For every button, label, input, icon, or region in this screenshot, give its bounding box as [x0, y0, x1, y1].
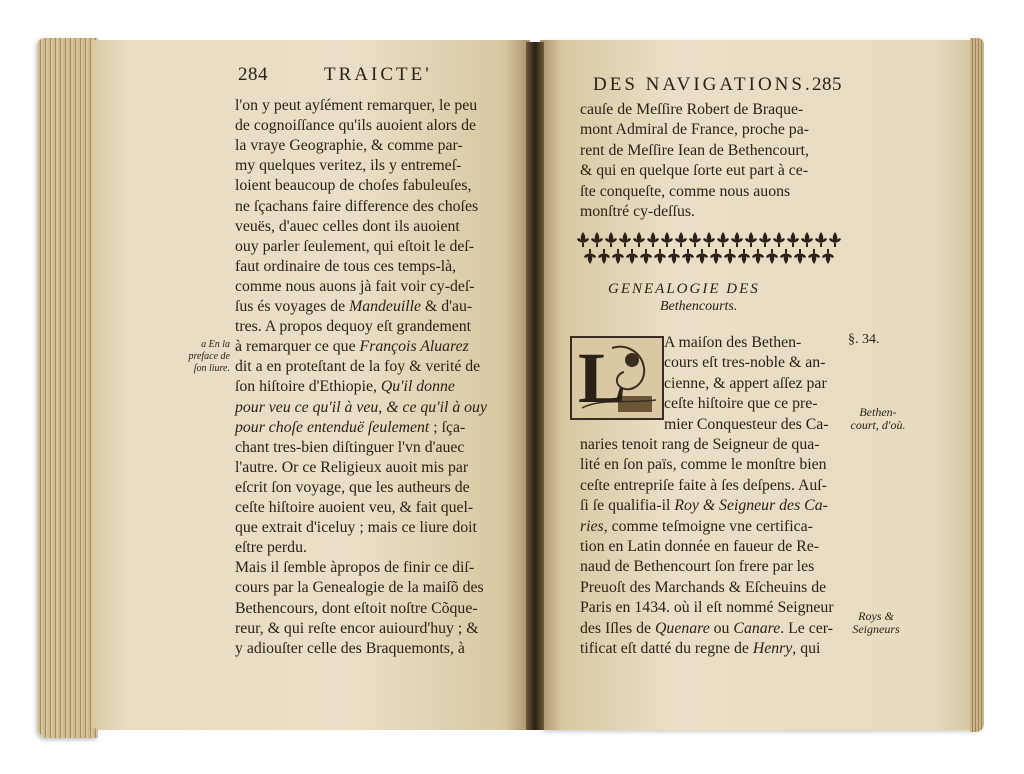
initial-letter: L — [578, 338, 627, 418]
left-running-title: TRAICTE' — [324, 64, 432, 85]
margin-note-line: preface de — [188, 351, 230, 362]
text-line — [235, 316, 471, 337]
text-run: chant tres-bien diſtinguer l'vn d'auec — [235, 438, 465, 456]
text-run: faut ordinaire de tous ces temps-là, — [235, 257, 457, 275]
text-line — [235, 155, 461, 176]
text-line — [235, 598, 478, 619]
text-line — [580, 536, 819, 557]
text-run: ou — [709, 619, 734, 637]
text-line — [664, 393, 818, 414]
text-run: comme nous auons jà fait voir cy-deſ- — [235, 277, 475, 295]
text-line — [580, 99, 803, 120]
text-run: ſi ſe qualifia-il — [580, 497, 675, 515]
text-line — [235, 95, 477, 116]
text-line — [235, 417, 465, 438]
margin-note — [168, 339, 230, 375]
text-line — [580, 577, 826, 598]
text-run: tres. A propos dequoy eſt grandement — [235, 318, 472, 336]
text-line — [235, 457, 468, 478]
text-run: mier Conquesteur des Ca- — [664, 415, 829, 433]
text-line — [235, 517, 477, 538]
side-note-line: court, d'où. — [850, 418, 906, 432]
text-line — [235, 376, 455, 397]
text-run: ſte conqueſte, comme nous auons — [580, 182, 791, 200]
text-run: eſtre perdu. — [235, 539, 307, 557]
text-run: naud de Bethencourt ſon frere par les — [580, 558, 815, 576]
text-run: ceſte entrepriſe faite à ſes deſpens. Auſ- — [580, 476, 827, 494]
text-run: la vraye Geographie, & comme par- — [235, 137, 463, 155]
text-run: de cognoiſſance qu'ils auoient alors de — [235, 117, 477, 135]
text-run: veuës, d'auec celles dont ils auoient — [235, 217, 460, 235]
book-gutter — [526, 42, 544, 730]
text-line — [580, 597, 834, 618]
text-line — [235, 557, 474, 578]
italic-run: Quenare — [655, 619, 710, 637]
side-note-line: Roys & — [858, 609, 894, 623]
text-run: , qui — [792, 640, 821, 657]
italic-run: Roy & Seigneur des Ca- — [674, 497, 828, 515]
text-line — [235, 437, 464, 458]
text-line — [664, 373, 827, 394]
side-note-line: Seigneurs — [852, 622, 900, 636]
text-line — [235, 477, 470, 498]
text-line — [235, 196, 478, 217]
text-run: , comme teſmoigne vne certifica- — [603, 517, 813, 535]
text-run: Mais il ſemble àpropos de finir ce diſ- — [235, 559, 475, 577]
text-run: & qui en quelque ſorte eut part à ce- — [580, 162, 809, 180]
text-line — [235, 276, 475, 297]
text-line — [580, 556, 814, 577]
text-line — [235, 135, 463, 156]
text-line — [235, 356, 480, 377]
text-run: cours par la Genealogie de la maiſõ des — [235, 579, 484, 597]
text-run: reur, & qui reſte encor auiourd'huy ; & — [235, 619, 479, 637]
text-line — [235, 115, 476, 136]
text-line — [580, 140, 809, 161]
right-running-title: DES NAVIGATIONS. — [593, 74, 813, 95]
text-run: l'on y peut ayſément remarquer, le peu — [235, 97, 478, 114]
text-run: lité en ſon païs, comme le monſtre bien — [580, 456, 827, 474]
text-run: Bethencours, dont eſtoit noſtre Cõque- — [235, 599, 478, 617]
italic-run: Henry — [752, 640, 793, 657]
text-run: ſon hiſtoire d'Ethiopie, — [235, 378, 381, 396]
text-line — [580, 119, 809, 140]
text-line — [664, 352, 825, 373]
text-run: rent de Meſſire Iean de Bethencourt, — [580, 141, 809, 159]
text-run: Preuoſt des Marchands & Eſcheuins de — [580, 578, 827, 596]
text-run: cienne, & appert aſſez par — [664, 374, 827, 392]
side-note-line: Bethen- — [859, 405, 897, 419]
text-line — [235, 537, 307, 558]
italic-run: ries — [580, 517, 604, 535]
text-run: Paris en 1434. où il eſt nommé Seigneur — [580, 599, 834, 617]
text-line — [235, 618, 478, 639]
left-page-number: 284 — [238, 64, 268, 85]
margin-note-line: a En la — [201, 339, 230, 350]
section-subtitle: Bethencourts. — [660, 299, 738, 314]
text-line — [580, 638, 820, 659]
text-line — [580, 454, 827, 475]
text-run: my quelques veritez, ils y entremeſ- — [235, 157, 462, 175]
italic-run: François Aluarez — [359, 338, 469, 356]
text-line — [580, 495, 828, 516]
text-run: que extrait d'iceluy ; mais ce liure doit — [235, 519, 477, 537]
decorated-initial — [570, 336, 664, 420]
text-line — [580, 434, 820, 455]
text-run: mont Admiral de France, proche pa- — [580, 121, 809, 139]
fleuron-ornament — [576, 228, 842, 268]
text-run: à remarquer ce que — [235, 338, 360, 356]
text-line — [235, 497, 473, 518]
text-run: ceſte hiſtoire auoient veu, & fait quel- — [235, 499, 474, 516]
italic-run: pour choſe entenduë ſeulement — [235, 418, 430, 436]
text-line — [235, 216, 460, 237]
text-run: ceſte hiſtoire que ce pre- — [664, 395, 818, 413]
ornament-row-bottom — [584, 249, 834, 264]
text-line — [235, 236, 474, 257]
text-run: y adiouſter celle des Braquemonts, à — [235, 639, 465, 657]
margin-note-line: ſon liure. — [193, 363, 230, 374]
ornament-row-top — [577, 232, 841, 247]
italic-run: Mandeuille — [349, 298, 422, 315]
text-run: ; ſça- — [429, 418, 466, 436]
text-line — [580, 181, 790, 202]
text-run: naries tenoit rang de Seigneur de qua- — [580, 436, 820, 453]
text-line — [580, 475, 827, 496]
text-run: des Iſles de — [580, 619, 656, 637]
text-line — [235, 175, 471, 196]
text-run: ne ſçachans faire difference des choſes — [235, 197, 479, 215]
text-run: l'autre. Or ce Religieux auoit mis par — [235, 458, 469, 476]
italic-run: Qu'il donne — [380, 378, 455, 396]
text-run: A maiſon des Bethen- — [664, 334, 802, 351]
italic-run: Canare — [733, 619, 781, 637]
text-line — [235, 336, 469, 357]
text-line — [580, 201, 695, 222]
text-line — [235, 256, 456, 277]
text-line — [580, 160, 808, 181]
text-line — [235, 638, 465, 659]
page-edges-left — [38, 38, 98, 738]
section-mark: §. 34. — [848, 332, 880, 347]
text-run: tificat eſt datté du regne de — [580, 640, 753, 657]
page-edges-right — [970, 38, 984, 732]
section-title: GENEALOGIE DES — [608, 281, 760, 297]
text-line — [235, 577, 484, 598]
text-run: tion en Latin donnée en faueur de Re- — [580, 538, 820, 555]
text-run: dit a en proteſtant de la foy & verité de — [235, 358, 481, 376]
text-line — [235, 296, 472, 317]
text-run: cours eſt tres-noble & an- — [664, 354, 826, 372]
text-run: ouy parler ſeulement, qui eſtoit le deſ- — [235, 237, 475, 255]
side-note-roys — [846, 610, 906, 636]
italic-run: pour veu ce qu'il à veu, & ce qu'il à ouy — [235, 398, 487, 416]
text-run: cauſe de Meſſire Robert de Braque- — [580, 101, 804, 118]
text-line — [235, 397, 487, 418]
text-run: . Le cer- — [780, 619, 833, 637]
text-line — [580, 618, 833, 639]
text-line — [580, 516, 813, 537]
side-note-bethencourt — [846, 406, 910, 432]
text-line — [664, 414, 829, 435]
text-line — [664, 332, 801, 353]
text-run: eſcrit ſon voyage, que les autheurs de — [235, 478, 470, 496]
text-run: loient beaucoup de choſes fabuleuſes, — [235, 177, 472, 195]
text-run: ſus és voyages de — [235, 298, 350, 315]
text-run: monſtré cy-deſſus. — [580, 203, 695, 220]
text-run: & d'au- — [421, 298, 473, 315]
right-page-number: 285 — [812, 74, 842, 95]
